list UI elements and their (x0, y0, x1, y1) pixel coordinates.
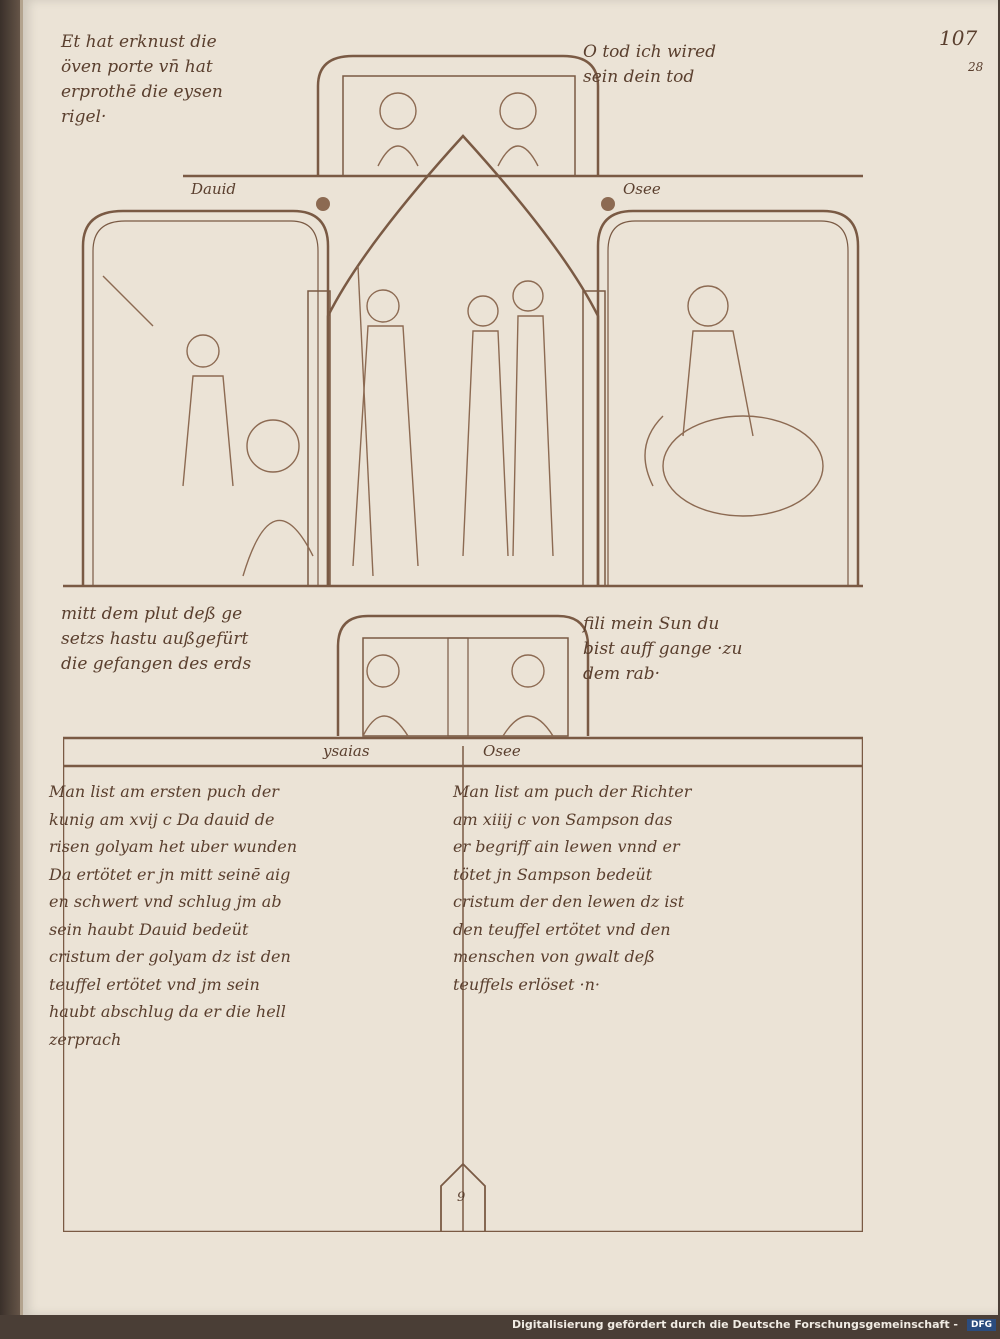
top-right-caption: O tod ich wired sein dein tod (583, 42, 717, 87)
body-right-column: Man list am puch der Richter am xiiij c von Sampson das er begriff ain lewen vnnd er tötet jn Sampson bedeüt cristum der den lewen dz ist den teuffel ertötet vnd den menschen von gwalt deß teuffels erlöset ·n· (453, 782, 692, 994)
middle-left-caption: mitt dem plut deß ge setzs hastu außgefürt die gefangen des erds (61, 604, 252, 674)
label-osee-lower: Osee (483, 742, 521, 760)
dfg-logo: DFG (967, 1319, 996, 1331)
footer-bar (0, 1315, 1000, 1339)
manuscript-page (20, 0, 998, 1315)
body-left-column: Man list am ersten puch der kunig am xvij c Da dauid de risen golyam het uber wunden Da ertötet er jn mitt seinē aig en schwert vnd schlug jm ab sein haubt Dauid bedeüt cristum der golyam dz ist den teuffel ertötet vnd jm sein haubt abschlug da er die hell zerprach (49, 782, 298, 1049)
middle-right-caption: fili mein Sun du bist auff gange ·zu dem rab· (583, 614, 743, 684)
label-ysaias: ysaias (323, 742, 370, 760)
folio-number: 107 (939, 26, 978, 50)
footer-credit: Digitalisierung gefördert durch die Deutsche Forschungsgemeinschaft - (511, 1318, 958, 1331)
label-osee-upper: Osee (623, 180, 661, 198)
top-left-caption: Et hat erknust die öven porte vn̄ hat erprothē die eysen rigel· (61, 32, 223, 127)
folio-secondary: 28 (968, 60, 984, 74)
gathering-mark: 9 (457, 1190, 466, 1205)
label-dauid: Dauid (191, 180, 237, 198)
